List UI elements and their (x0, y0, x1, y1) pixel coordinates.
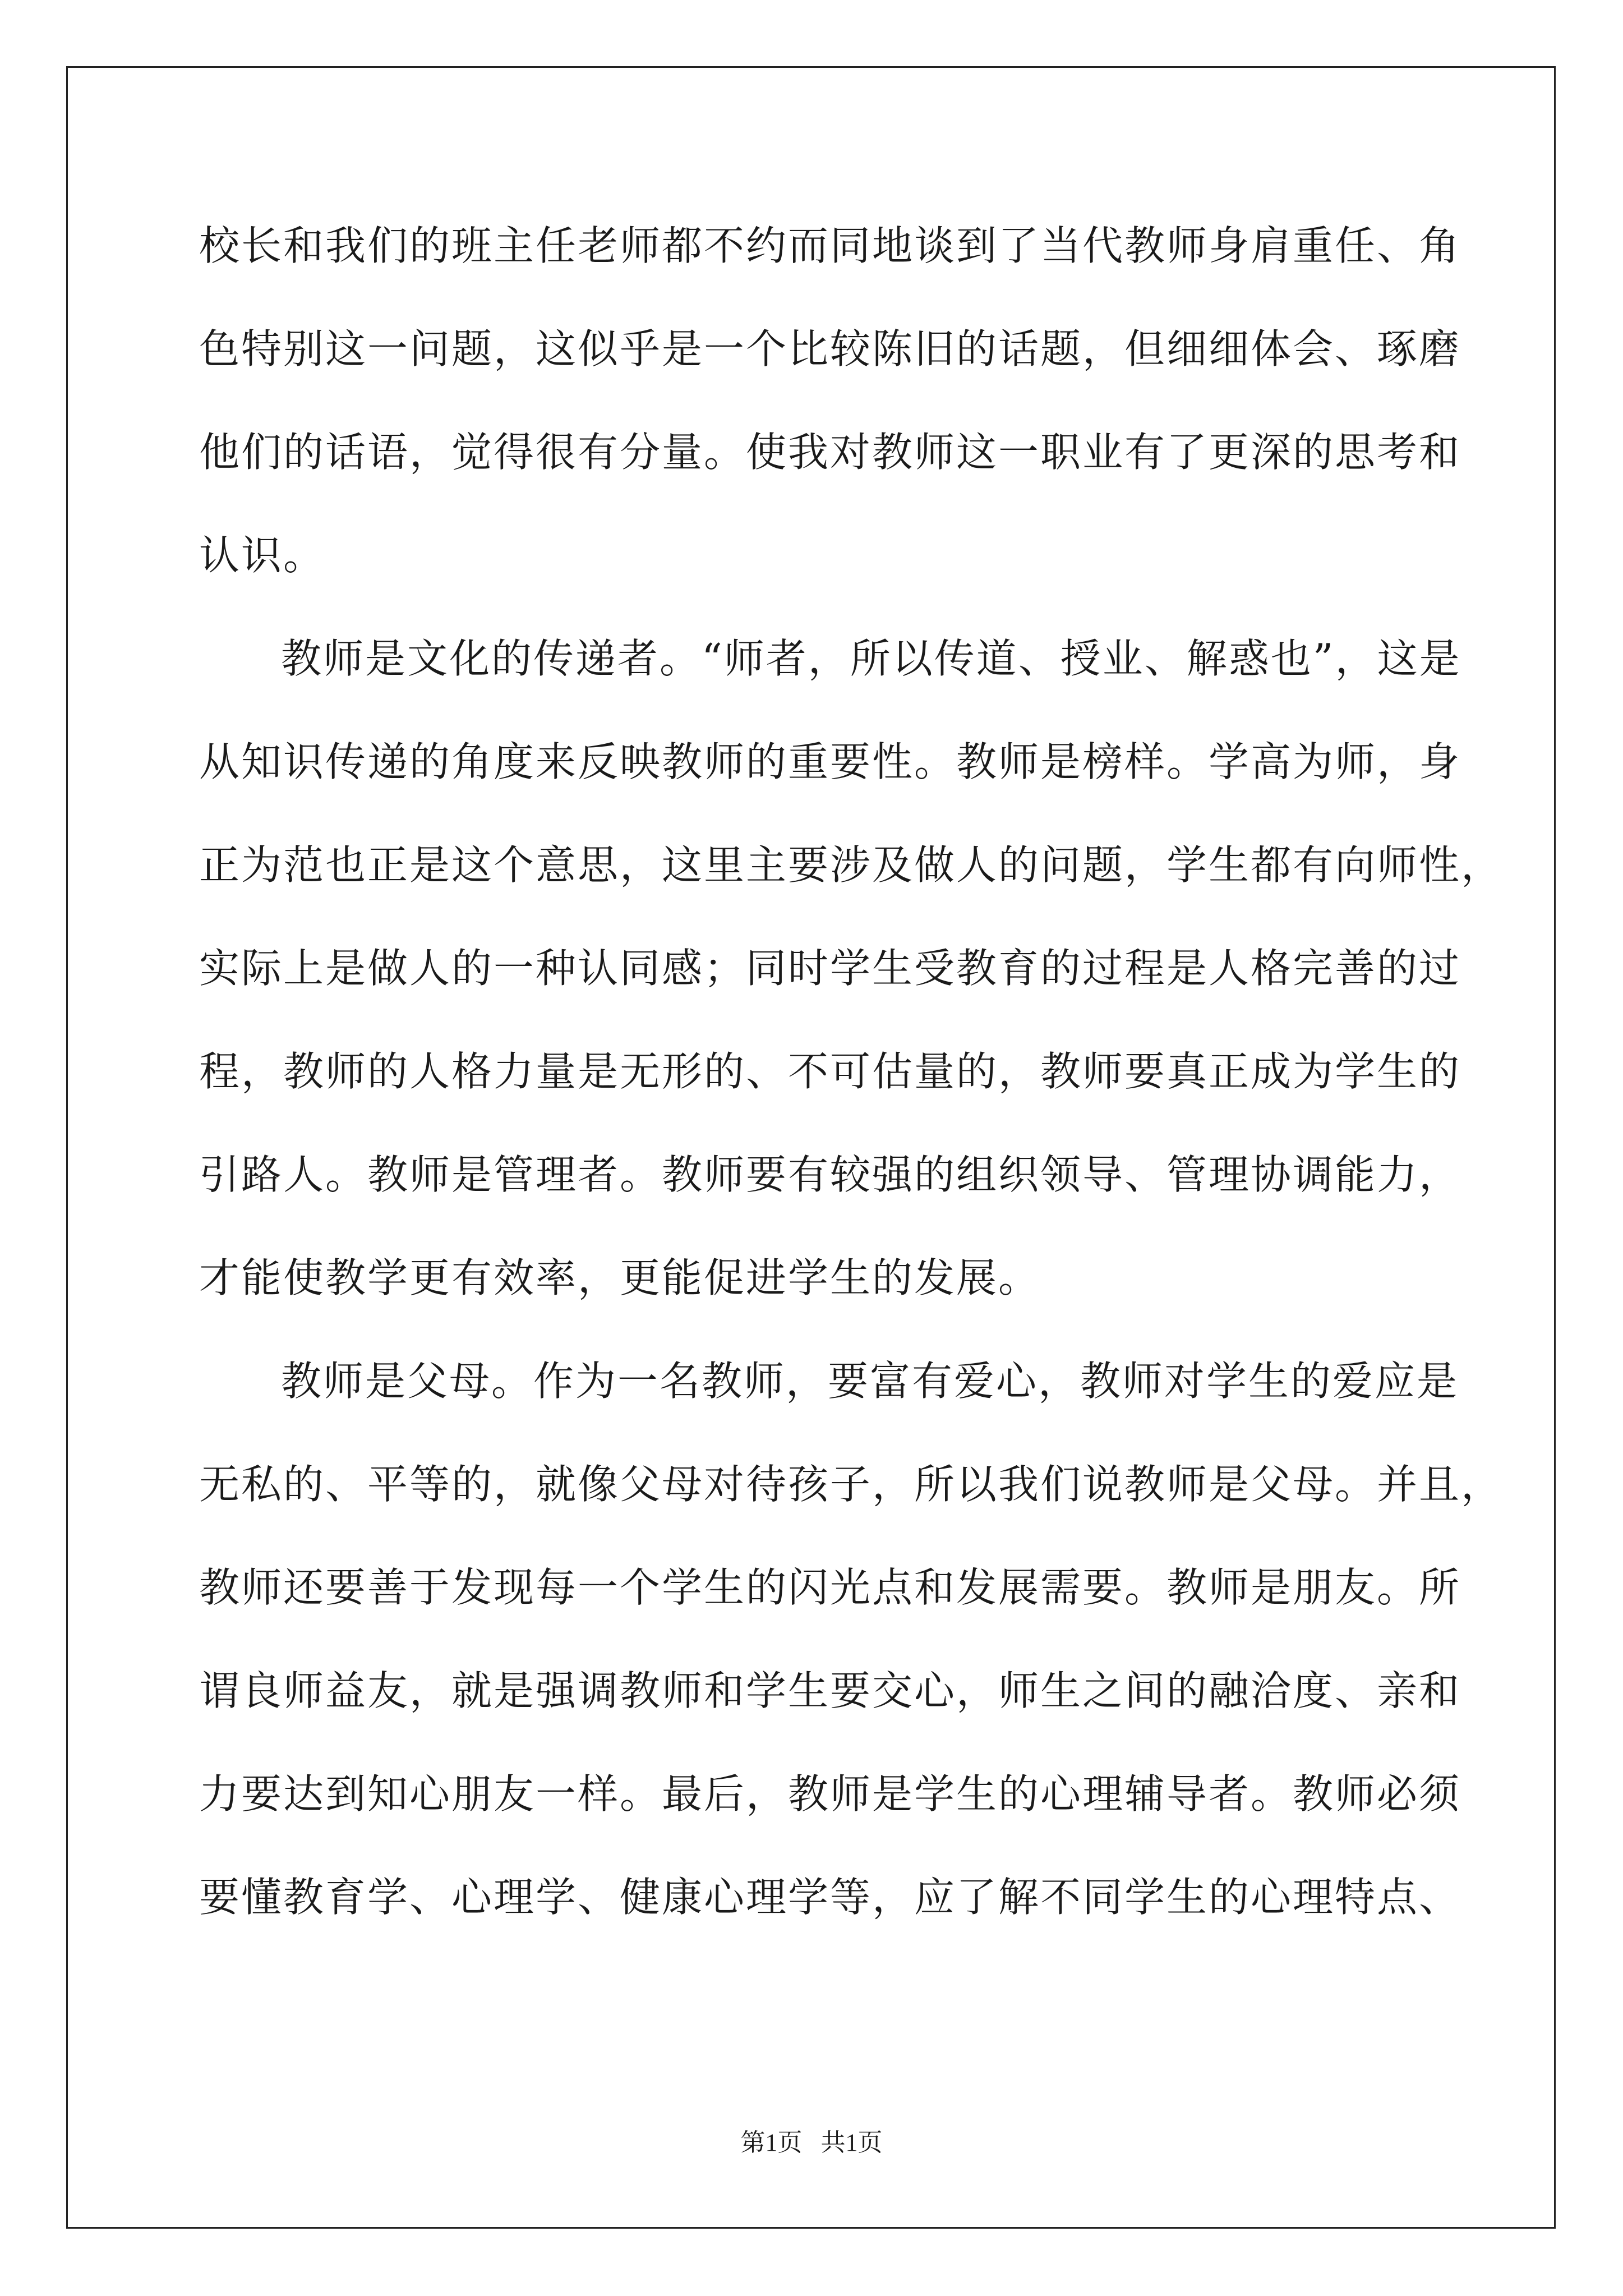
text-line: 校长和我们的班主任老师都不约而同地谈到了当代教师身肩重任、角 (199, 222, 1461, 269)
text-line: 认识。 (199, 532, 326, 579)
text-line: 教师是父母。作为一名教师，要富有爱心，教师对学生的爱应是 (281, 1358, 1459, 1405)
text-line: 要懂教育学、心理学、健康心理学等，应了解不同学生的心理特点、 (199, 1874, 1461, 1921)
text-line: 程，教师的人格力量是无形的、不可估量的，教师要真正成为学生的 (199, 1048, 1461, 1095)
text-line: 实际上是做人的一种认同感；同时学生受教育的过程是人格完善的过 (199, 945, 1461, 992)
page-footer: 第1页 共1页 (740, 2129, 883, 2156)
text-line: 教师是文化的传递者。“师者，所以传道、授业、解惑也”，这是 (281, 635, 1461, 682)
text-line: 力要达到知心朋友一样。最后，教师是学生的心理辅导者。教师必须 (199, 1770, 1461, 1818)
text-line: 无私的、平等的，就像父母对待孩子，所以我们说教师是父母。并且， (199, 1461, 1504, 1508)
text-line: 他们的话语，觉得很有分量。使我对教师这一职业有了更深的思考和 (199, 429, 1461, 476)
text-line: 教师还要善于发现每一个学生的闪光点和发展需要。教师是朋友。所 (199, 1564, 1461, 1611)
text-line: 正为范也正是这个意思，这里主要涉及做人的问题，学生都有向师性， (199, 841, 1504, 889)
text-line: 色特别这一问题，这似乎是一个比较陈旧的话题，但细细体会、琢磨 (199, 325, 1461, 372)
text-line: 谓良师益友，就是强调教师和学生要交心，师生之间的融洽度、亲和 (199, 1667, 1461, 1714)
body-text (199, 212, 1504, 1967)
text-line: 引路人。教师是管理者。教师要有较强的组织领导、管理协调能力， (199, 1151, 1461, 1198)
text-line: 从知识传递的角度来反映教师的重要性。教师是榜样。学高为师，身 (199, 738, 1461, 785)
text-line: 才能使教学更有效率，更能促进学生的发展。 (199, 1254, 1041, 1301)
